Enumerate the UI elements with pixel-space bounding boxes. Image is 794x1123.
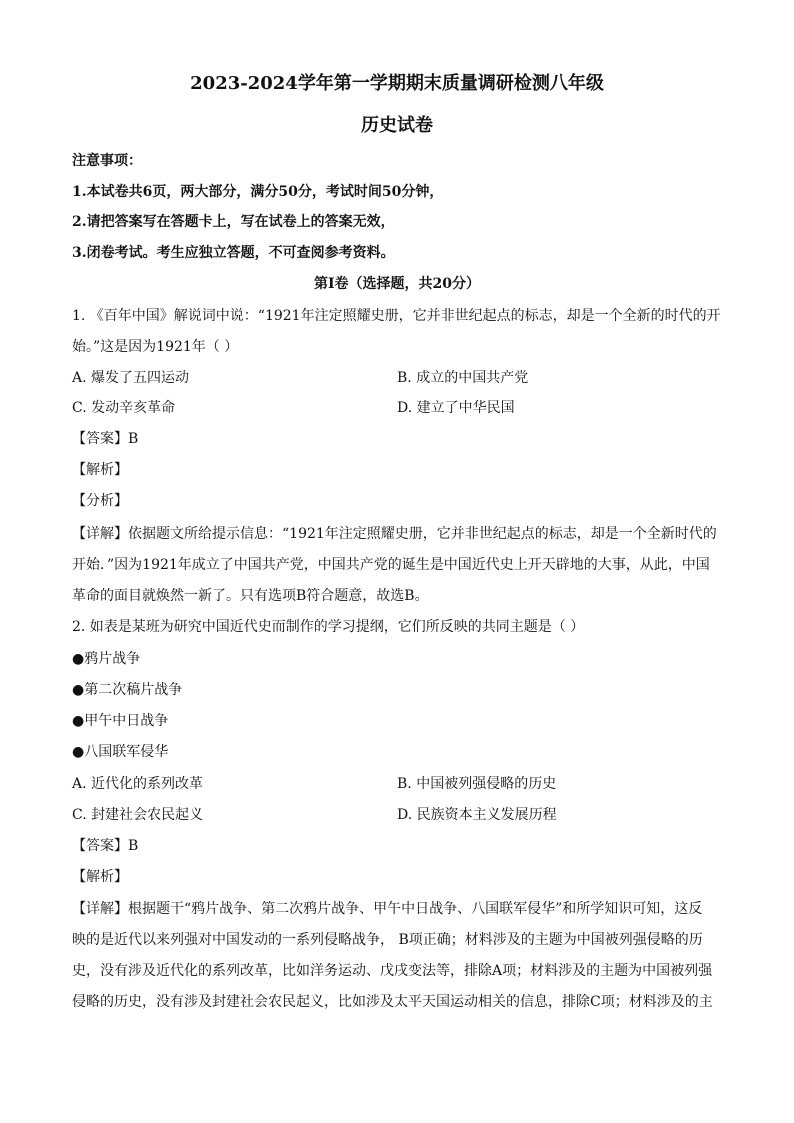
q1-answer: 【答案】B [72, 431, 139, 447]
note-item: 1.本试卷共6页，两大部分，满分50分，考试时间50分钟， [72, 184, 444, 200]
q2-detail-line: 映的是近代以来列强对中国发动的一系列侵略战争， B项正确；材料涉及的主题为中国被列强侵略的历 [72, 932, 703, 948]
q2-bullet-item: ●甲午中日战争 [72, 713, 169, 729]
q1-option-a: A. 爆发了五四运动 [72, 370, 190, 386]
q1-stem-line: 1. 《百年中国》解说词中说：“1921年注定照耀史册，它并非世纪起点的标志，却是一个全新的时代的开 [72, 308, 721, 324]
note-item: 3.闭卷考试。考生应独立答题，不可查阅参考资料。 [72, 245, 395, 261]
q2-bullet-item: ●第二次稿片战争 [72, 682, 183, 698]
q1-option-c: C. 发动辛亥革命 [72, 400, 176, 416]
q2-stem: 2. 如表是某班为研究中国近代史而制作的学习提纲，它们所反映的共同主题是（ ） [72, 619, 585, 635]
q2-bullet-item: ●鸦片战争 [72, 651, 141, 667]
q2-option-b: B. 中国被列强侵略的历史 [397, 776, 557, 792]
q2-answer: 【答案】B [72, 838, 139, 854]
exam-title: 2023-2024学年第一学期期末质量调研检测八年级 [190, 73, 604, 94]
notes-heading: 注意事项： [72, 153, 142, 169]
q2-option-a: A. 近代化的系列改革 [72, 776, 204, 792]
q1-detail-line: 开始．”因为1921年成立了中国共产党，中国共产党的诞生是中国近代史上开天辟地的大事，从此，中国 [72, 557, 710, 573]
q1-option-d: D. 建立了中华民国 [397, 400, 515, 416]
q1-fenxi-label: 【分析】 [72, 493, 128, 509]
q1-detail-line: 【详解】依据题文所给提示信息：“1921年注定照耀史册，它并非世纪起点的标志，却是一个全新时代的 [72, 526, 717, 542]
q2-detail-line: 侵略的历史，没有涉及封建社会农民起义，比如涉及太平天国运动相关的信息，排除C项；材料涉及的主 [72, 994, 713, 1010]
q1-detail-line: 革命的面目就焕然一新了。只有选项B符合题意，故选B。 [72, 588, 429, 604]
q2-detail-line: 【详解】根据题干“鸦片战争、第二次鸦片战争、甲午中日战争、八国联军侵华”和所学知识可知，这反 [72, 901, 703, 917]
q2-bullet-item: ●八国联军侵华 [72, 744, 169, 760]
q1-analysis-label: 【解析】 [72, 462, 128, 478]
note-item: 2.请把答案写在答题卡上，写在试卷上的答案无效， [72, 214, 395, 230]
q2-detail-line: 史，没有涉及近代化的系列改革，比如洋务运动、戊戌变法等，排除A项；材料涉及的主题为中国被列强 [72, 963, 713, 979]
q1-option-b: B. 成立的中国共产党 [397, 370, 529, 386]
q2-analysis-label: 【解析】 [72, 869, 128, 885]
section-title: 第Ⅰ卷（选择题，共20分） [313, 276, 481, 292]
q2-option-c: C. 封建社会农民起义 [72, 807, 204, 823]
q2-option-d: D. 民族资本主义发展历程 [397, 807, 557, 823]
exam-subtitle: 历史试卷 [361, 115, 433, 136]
q1-stem-line: 始。”这是因为1921年（ ） [72, 339, 239, 355]
